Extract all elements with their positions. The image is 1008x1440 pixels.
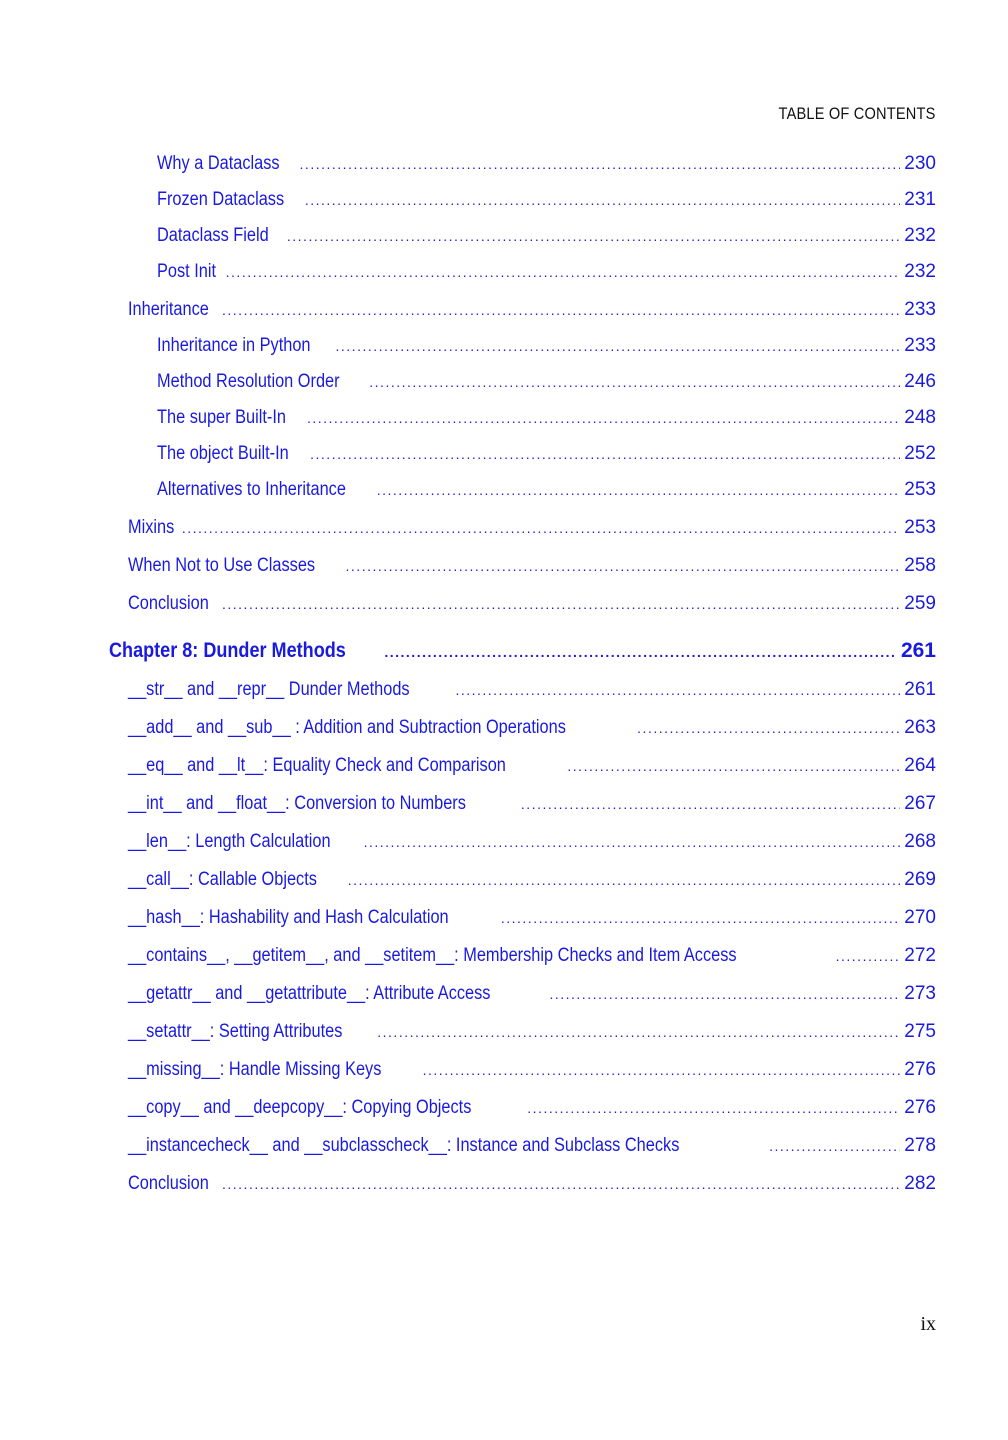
toc-entry-title: __copy__ and __deepcopy__: Copying Objects	[128, 1097, 472, 1118]
toc-entry[interactable]	[128, 1096, 936, 1120]
toc-entry-title: The object Built-In	[157, 443, 289, 464]
toc-entry[interactable]	[157, 406, 936, 430]
toc-entry-page: 252	[904, 443, 936, 464]
toc-entry[interactable]	[157, 370, 936, 394]
toc-entry-page: 267	[904, 793, 936, 814]
toc-entry-page: 232	[904, 225, 936, 246]
toc-entry-page: 231	[904, 189, 936, 210]
toc-entry[interactable]	[157, 152, 936, 176]
leader-dots	[369, 370, 900, 394]
leader-dots	[300, 152, 901, 176]
toc-entry-title: __add__ and __sub__ : Addition and Subtraction Operations	[128, 717, 566, 738]
toc-entry-page: 253	[904, 517, 936, 538]
toc-entry[interactable]	[128, 1172, 936, 1196]
toc-entry-page: 258	[904, 555, 936, 576]
toc-entry-title: __str__ and __repr__ Dunder Methods	[128, 679, 410, 700]
toc-entry-page: 272	[904, 945, 936, 966]
toc-entry[interactable]	[128, 944, 936, 968]
toc-entry[interactable]	[157, 334, 936, 358]
toc-entry-page: 246	[904, 371, 936, 392]
toc-entry-title: Mixins	[128, 517, 175, 538]
toc-entry-title: __len__: Length Calculation	[128, 831, 331, 852]
toc-entry[interactable]	[128, 554, 936, 578]
toc-entry-title: When Not to Use Classes	[128, 555, 316, 576]
leader-dots	[549, 982, 900, 1006]
toc-entry-page: 270	[904, 907, 936, 928]
leader-dots	[527, 1096, 900, 1120]
toc-entry-title: Alternatives to Inheritance	[157, 479, 346, 500]
toc-entry[interactable]	[128, 982, 936, 1006]
leader-dots	[336, 334, 901, 358]
toc-entry[interactable]	[128, 792, 936, 816]
leader-dots	[307, 406, 900, 430]
toc-entry-page: 269	[904, 869, 936, 890]
leader-dots	[501, 906, 900, 930]
toc-entry-page: 282	[904, 1173, 936, 1194]
leader-dots	[567, 754, 900, 778]
toc-entry-page: 261	[904, 679, 936, 700]
toc-entry-title: __instancecheck__ and __subclasscheck__: Instance and Subclass Checks	[128, 1135, 680, 1156]
toc-entry-page: 268	[904, 831, 936, 852]
leader-dots	[222, 1172, 900, 1196]
toc-entry[interactable]	[128, 1058, 936, 1082]
leader-dots	[305, 188, 900, 212]
toc-entry-title: Post Init	[157, 261, 217, 282]
toc-entry[interactable]	[157, 442, 936, 466]
leader-dots	[521, 792, 900, 816]
toc-entry-title: Conclusion	[128, 1173, 209, 1194]
toc-entry-page: 259	[904, 593, 936, 614]
toc-entry[interactable]	[128, 1020, 936, 1044]
leader-dots	[346, 554, 901, 578]
toc-entry-title: __hash__: Hashability and Hash Calculation	[128, 907, 449, 928]
toc-entry-title: Frozen Dataclass	[157, 189, 285, 210]
toc-entry-page: 264	[904, 755, 936, 776]
toc-entry[interactable]	[157, 224, 936, 248]
toc-entry-title: Dataclass Field	[157, 225, 269, 246]
leader-dots	[222, 592, 900, 616]
toc-entry-page: 273	[904, 983, 936, 1004]
toc-entry-title: The super Built-In	[157, 407, 286, 428]
toc-entry-title: __int__ and __float__: Conversion to Numbers	[128, 793, 466, 814]
leader-dots	[287, 224, 900, 248]
leader-dots	[836, 944, 901, 968]
toc-entry-title: Chapter 8: Dunder Methods	[109, 639, 346, 662]
toc-entry-page: 233	[904, 299, 936, 320]
toc-entry[interactable]	[157, 260, 936, 284]
toc-entry[interactable]	[128, 830, 936, 854]
toc-entry[interactable]	[157, 478, 936, 502]
toc-entry[interactable]	[128, 592, 936, 616]
page-number: ix	[920, 1313, 936, 1335]
toc-entry-title: __setattr__: Setting Attributes	[128, 1021, 343, 1042]
leader-dots	[182, 516, 900, 540]
leader-dots	[377, 1020, 900, 1044]
toc-entry-page: 253	[904, 479, 936, 500]
toc-entry-page: 248	[904, 407, 936, 428]
leader-dots	[769, 1134, 900, 1158]
toc-entry[interactable]	[128, 754, 936, 778]
toc-entry-title: __contains__, __getitem__, and __setitem__: Membership Checks and Item Access	[128, 945, 737, 966]
toc-entry-title: Why a Dataclass	[157, 153, 280, 174]
toc-entry-page: 233	[904, 335, 936, 356]
toc-entry-page: 275	[904, 1021, 936, 1042]
toc-entry-page: 276	[904, 1097, 936, 1118]
toc-entry-title: __missing__: Handle Missing Keys	[128, 1059, 382, 1080]
toc-entry-page: 261	[900, 639, 936, 662]
leader-dots	[364, 830, 901, 854]
toc-entry[interactable]	[128, 1134, 936, 1158]
toc-entry[interactable]	[128, 716, 936, 740]
leader-dots	[423, 1058, 901, 1082]
toc-entry[interactable]	[157, 188, 936, 212]
toc-entry[interactable]	[128, 906, 936, 930]
leader-dots	[226, 260, 901, 284]
leader-dots	[310, 442, 900, 466]
toc-entry[interactable]	[128, 868, 936, 892]
leader-dots	[637, 716, 900, 740]
leader-dots	[455, 678, 900, 702]
toc-entry-title: Method Resolution Order	[157, 371, 340, 392]
toc-entry-title: __call__: Callable Objects	[128, 869, 317, 890]
toc-entry[interactable]	[128, 678, 936, 702]
toc-entry-page: 232	[904, 261, 936, 282]
toc-entry-title: __getattr__ and __getattribute__: Attribute Access	[128, 983, 491, 1004]
toc-entry-page: 263	[904, 717, 936, 738]
leader-dots	[384, 640, 897, 664]
leader-dots	[348, 868, 901, 892]
toc-entry-page: 276	[904, 1059, 936, 1080]
toc-entry-page: 230	[904, 153, 936, 174]
toc-entry[interactable]	[128, 298, 936, 322]
leader-dots	[222, 298, 900, 322]
toc-entry-page: 278	[904, 1135, 936, 1156]
leader-dots	[377, 478, 901, 502]
toc-entry-title: Conclusion	[128, 593, 209, 614]
toc-entry-title: Inheritance in Python	[157, 335, 311, 356]
toc-entry-title: __eq__ and __lt__: Equality Check and Comparison	[128, 755, 506, 776]
toc-entry-title: Inheritance	[128, 299, 209, 320]
running-header: TABLE OF CONTENTS	[778, 104, 936, 123]
toc-entry[interactable]	[128, 516, 936, 540]
toc-chapter-entry[interactable]	[109, 639, 936, 664]
